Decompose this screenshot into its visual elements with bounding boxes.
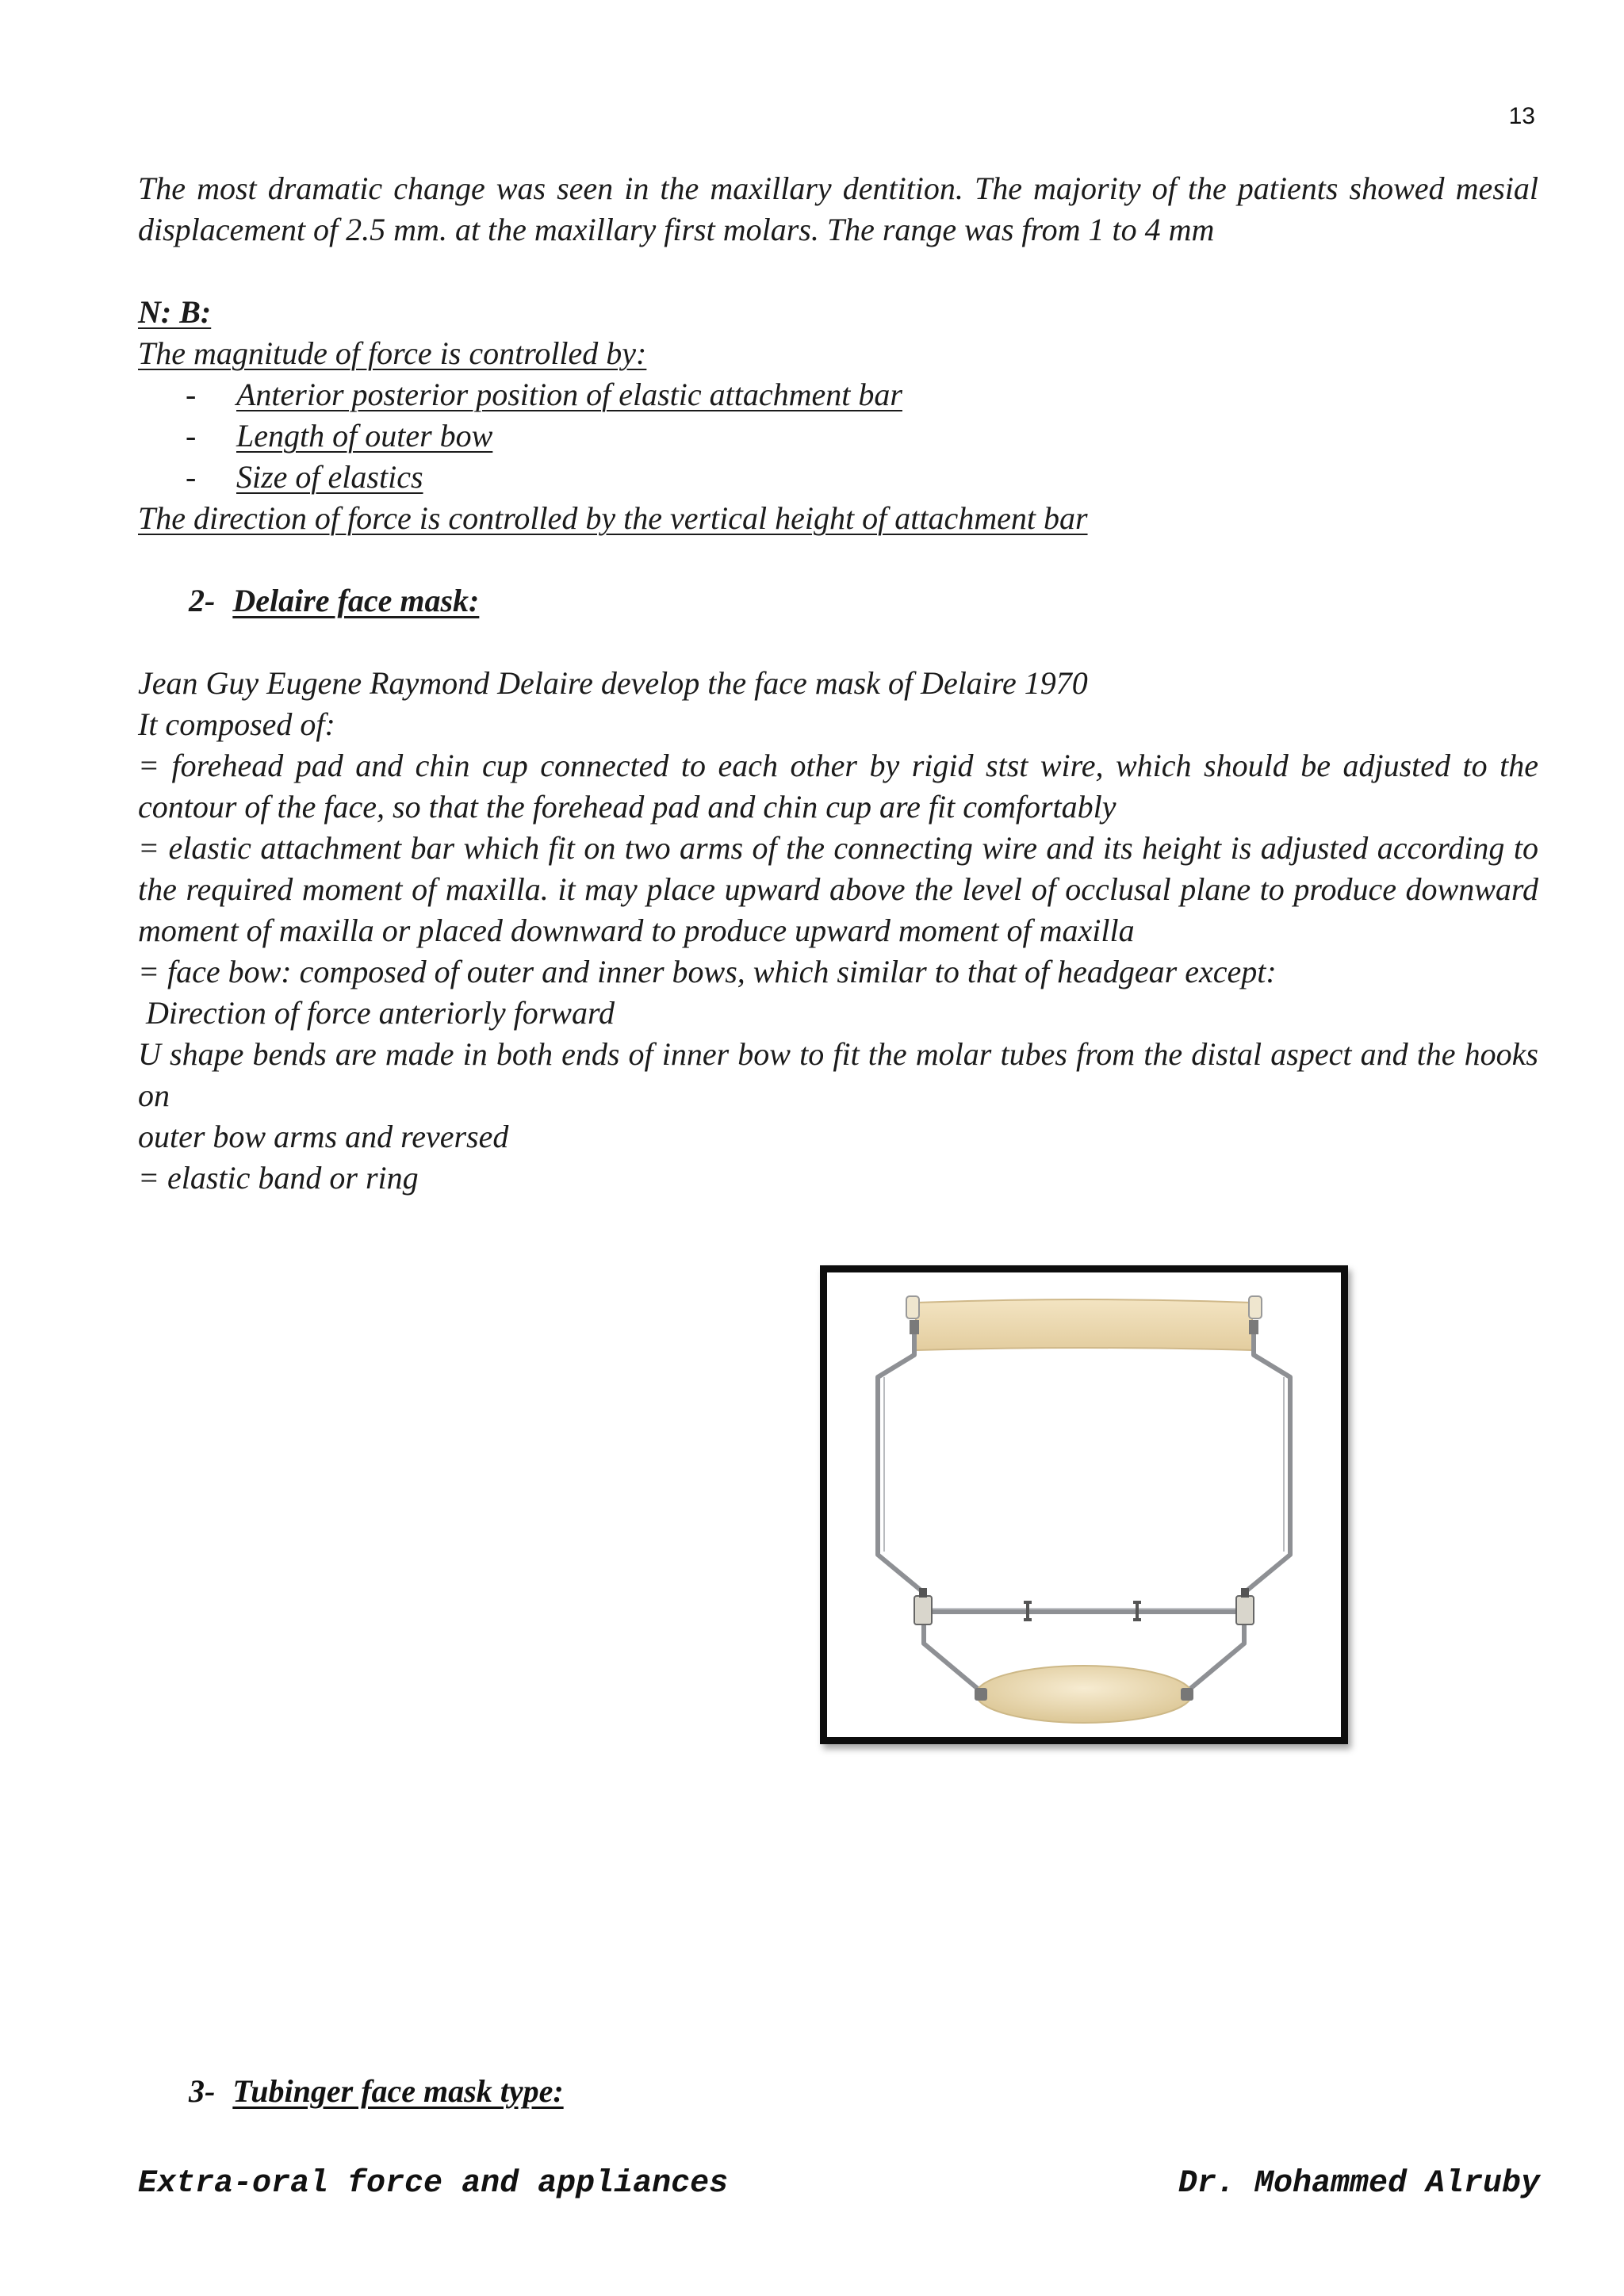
footer-author: Dr. Mohammed Alruby: [1178, 2166, 1540, 2202]
delaire-line: U shape bends are made in both ends of inner bow to fit the molar tubes from the distal aspect and the hooks on: [138, 1036, 1538, 1113]
list-item: - Length of outer bow: [186, 418, 493, 453]
delaire-line: = forehead pad and chin cup connected to each other by rigid stst wire, which should be adjusted to the contour of the face, so that the forehead pad and chin cup are fit comfortably: [138, 748, 1538, 825]
forehead-pad: [916, 1299, 1252, 1350]
page-number: 13: [1508, 103, 1535, 129]
right-pad-clip: [1249, 1296, 1262, 1318]
page-content: [138, 168, 1538, 1199]
section-2-title: Delaire face mask:: [232, 583, 480, 618]
section-3-number: 3-: [189, 2073, 216, 2109]
delaire-line: = elastic band or ring: [138, 1160, 419, 1196]
magnitude-list: [138, 374, 1538, 498]
section-2-heading: [138, 580, 1538, 622]
delaire-line: outer bow arms and reversed: [138, 1119, 509, 1154]
delaire-line: It composed of:: [138, 706, 335, 742]
delaire-line: = elastic attachment bar which fit on two arms of the connecting wire and its height is adjusted according to the required moment of maxilla. it may place upward above the level of occlusal plane to produce downward moment of maxilla or placed downward to produce upward moment of maxilla: [138, 830, 1538, 948]
elastic-attachment-bar: [914, 1588, 1254, 1624]
chin-cup: [976, 1666, 1192, 1723]
nb-label: N: B:: [138, 294, 212, 330]
delaire-face-mask-illustration: [827, 1272, 1341, 1737]
page-footer: [138, 2166, 1540, 2202]
section-3-title: Tubinger face mask type:: [232, 2073, 564, 2109]
delaire-line: = face bow: composed of outer and inner bows, which similar to that of headgear except:: [138, 954, 1277, 989]
left-pad-clip: [906, 1296, 919, 1318]
list-item: - Size of elastics: [186, 459, 423, 495]
section-2-number: 2-: [189, 583, 216, 618]
direction-note: The direction of force is controlled by the vertical height of attachment bar: [138, 500, 1088, 536]
right-chin-clip: [1181, 1688, 1193, 1701]
connecting-wire: [878, 1334, 1290, 1628]
delaire-line: Jean Guy Eugene Raymond Delaire develop the face mask of Delaire 1970: [138, 665, 1088, 701]
right-pad-screw: [1249, 1320, 1258, 1334]
section-3-heading: [189, 2072, 564, 2110]
intro-paragraph: The most dramatic change was seen in the maxillary dentition. The majority of the patients showed mesial displacement of 2.5 mm. at the maxillary first molars. The range was from 1 to 4 mm: [138, 170, 1538, 247]
list-item: - Anterior posterior position of elastic attachment bar: [186, 377, 902, 412]
face-mask-figure: [820, 1265, 1348, 1744]
left-pad-screw: [910, 1320, 919, 1334]
magnitude-intro: The magnitude of force is controlled by:: [138, 335, 647, 371]
footer-title: Extra-oral force and appliances: [138, 2166, 729, 2202]
left-chin-clip: [975, 1688, 987, 1701]
delaire-line: Direction of force anteriorly forward: [146, 995, 615, 1031]
